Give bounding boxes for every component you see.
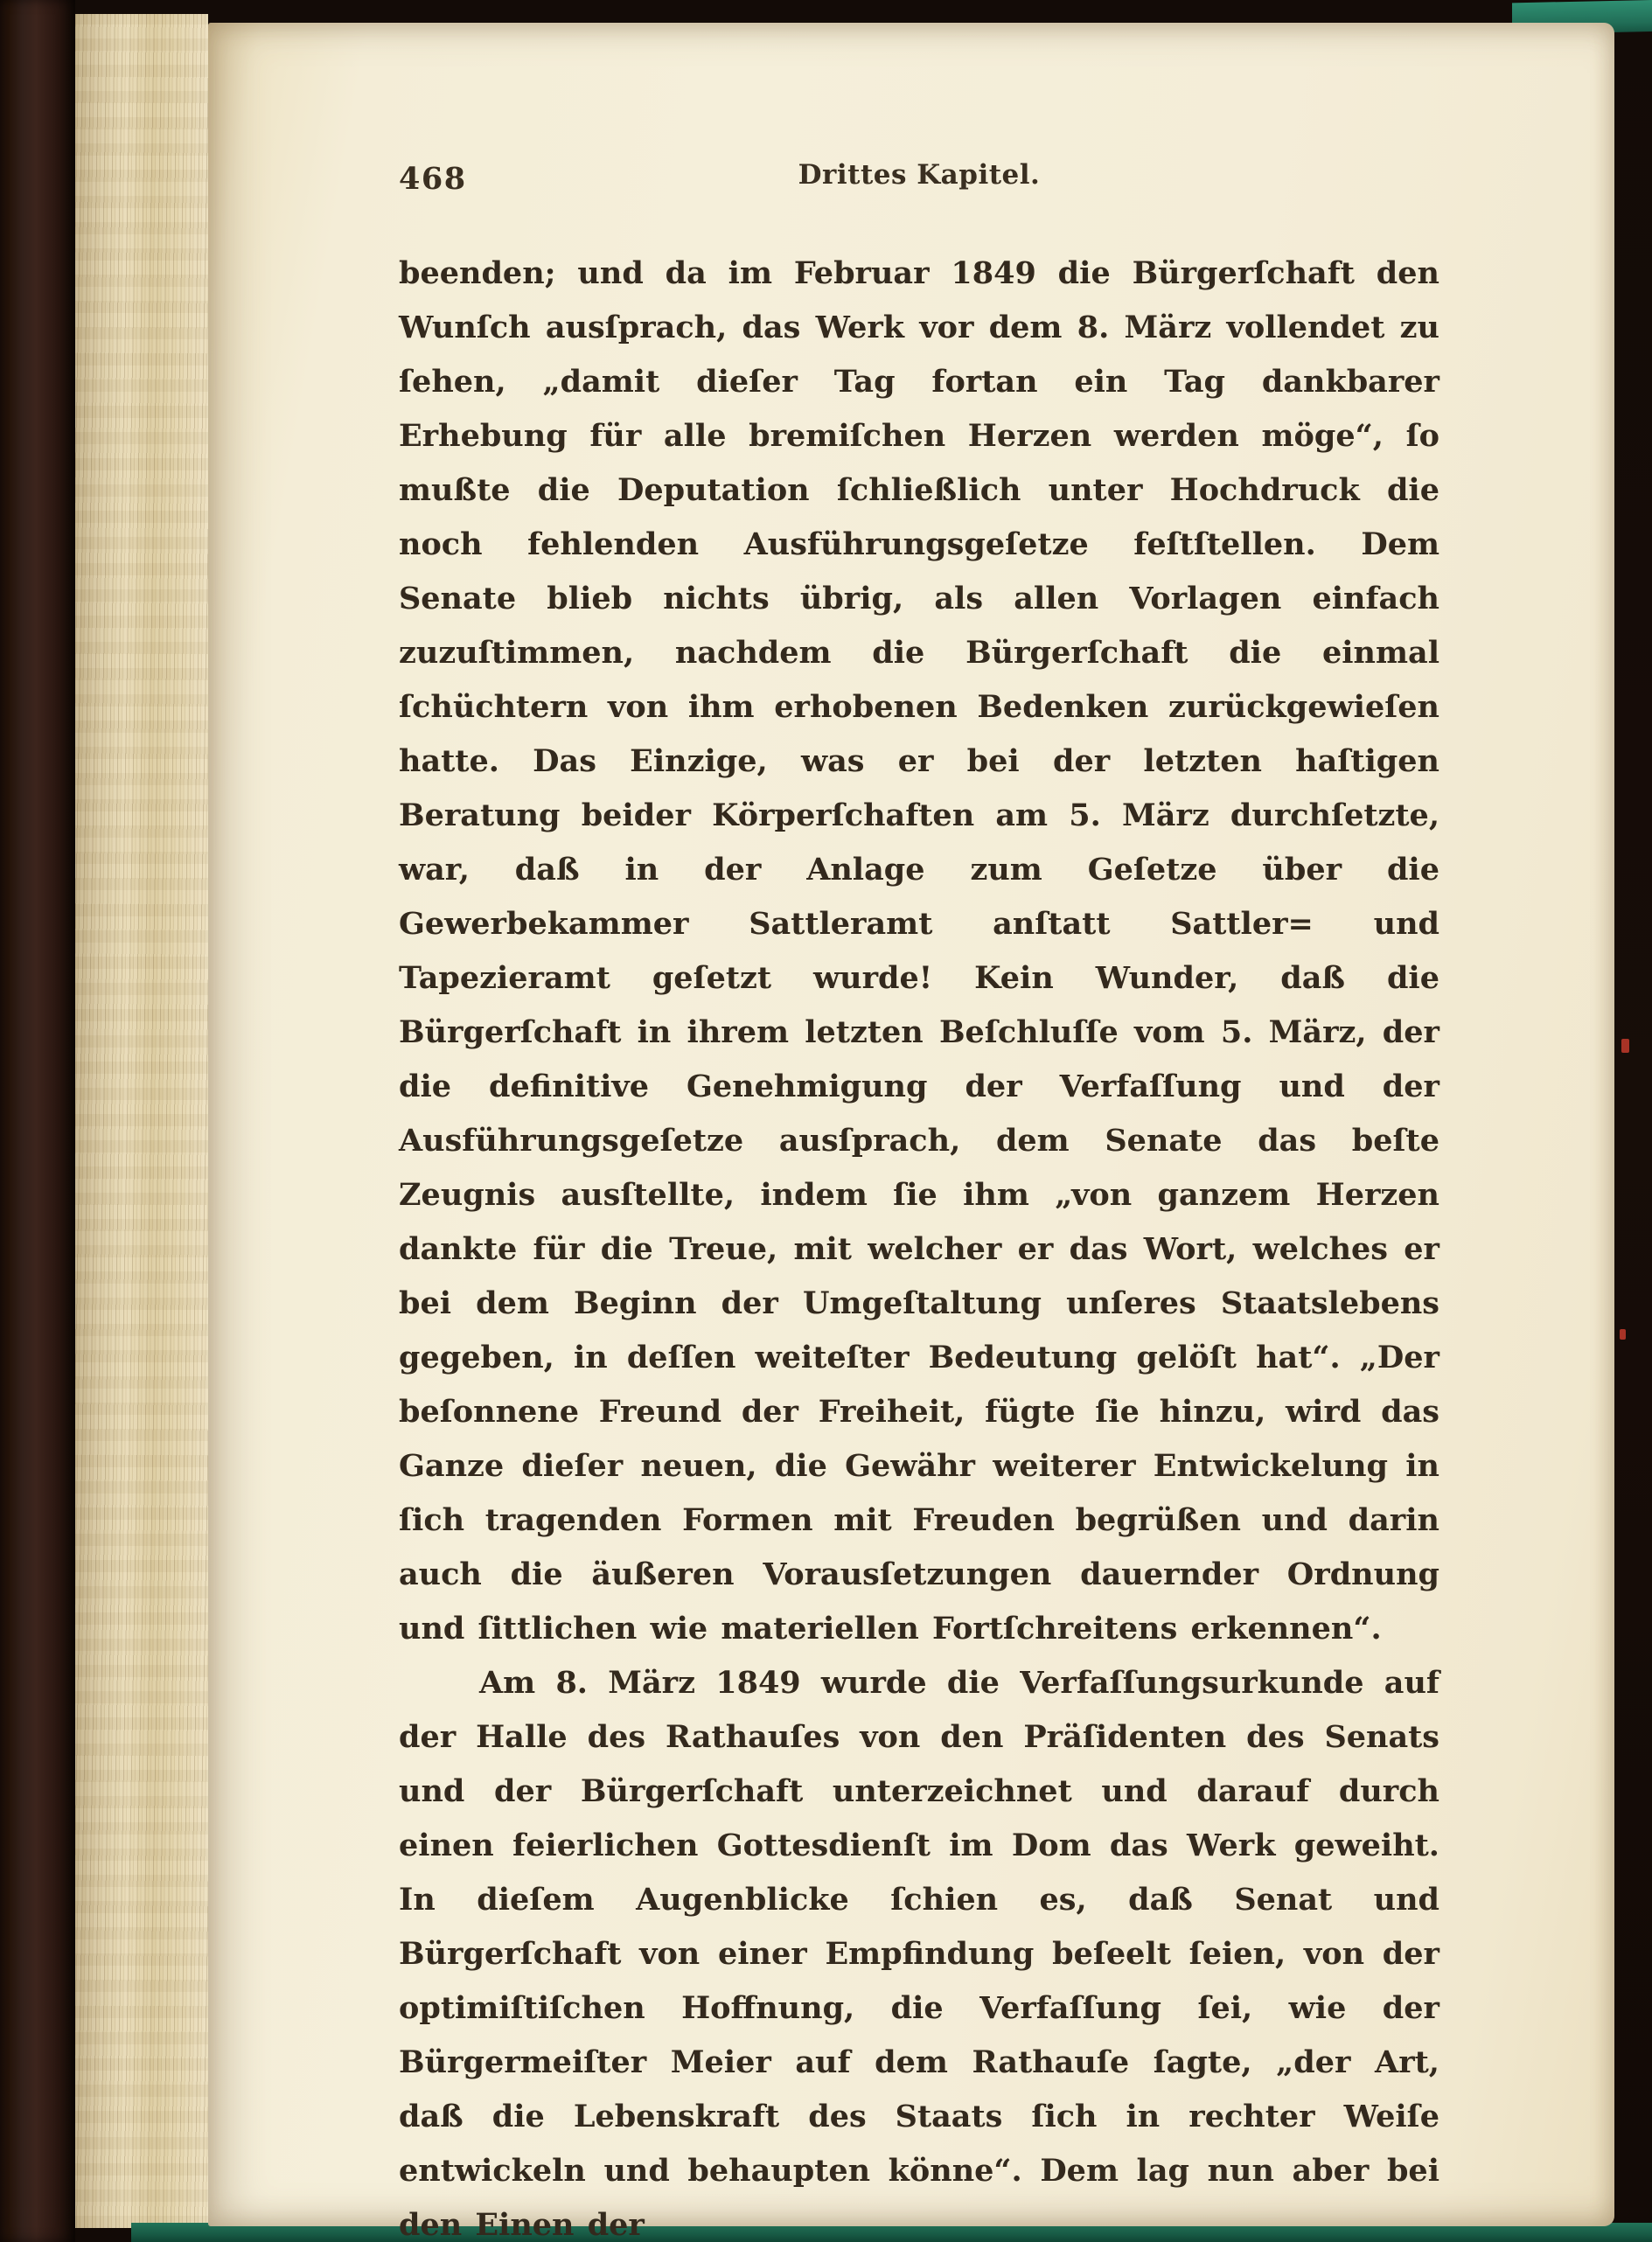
red-edge-mark (1620, 1329, 1626, 1340)
page-fore-edges (75, 14, 208, 2228)
page-header (399, 159, 1439, 205)
paragraph: beenden; und da im Februar 1849 die Bürgerſchaft den Wunſch ausſprach, das Werk vor dem 8. März vollendet zu ſehen, „damit dieſer Tag fortan ein Tag dankbarer Erhebung für alle bremiſchen Herzen werden möge“, ſo mußte die Deputation ſchließlich unter Hochdruck die noch fehlenden Ausführungsgeſetze feſtſtellen. Dem Senate blieb nichts übrig, als allen Vorlagen einfach zuzuſtimmen, nachdem die Bürgerſchaft die einmal ſchüchtern von ihm erhobenen Bedenken zurückgewieſen hatte. Das Einzige, was er bei der letzten haſtigen Beratung beider Körperſchaften am 5. März durchſetzte, war, daß in der Anlage zum Geſetze über die Gewerbekammer Sattleramt anſtatt Sattler= und Tapezieramt geſetzt wurde! Kein Wunder, daß die Bürgerſchaft in ihrem letzten Beſchluſſe vom 5. März, der die definitive Genehmigung der Verfaſſung und der Ausführungsgeſetze ausſprach, dem Senate das beſte Zeugnis ausſtellte, indem ſie ihm „von ganzem Herzen dankte für die Treue, mit welcher er das Wort, welches er bei dem Beginn der Umgeſtaltung unſeres Staatslebens gegeben, in deſſen weiteſter Bedeutung gelöſt hat“. „Der beſonnene Freund der Freiheit, fügte ſie hinzu, wird das Ganze dieſer neuen, die Gewähr weiterer Entwickelung in ſich tragenden Formen mit Freuden begrüßen und darin auch die äußeren Vorausſetzungen dauernder Ordnung und ſittlichen wie materiellen Fortſchreitens erkennen“. (399, 255, 1439, 1647)
red-edge-mark (1621, 1039, 1629, 1053)
book-page (208, 23, 1614, 2242)
chapter-title: Drittes Kapitel. (798, 159, 1041, 191)
page-body (399, 247, 1439, 2242)
page-number: 468 (399, 161, 467, 197)
book-cover-spine (0, 0, 75, 2242)
paragraph: Am 8. März 1849 wurde die Verfaſſungsurkunde auf der Halle des Rathauſes von den Präſidenten des Senats und der Bürgerſchaft unterzeichnet und darauf durch einen feierlichen Gottesdienſt im Dom das Werk geweiht. In dieſem Augenblicke ſchien es, daß Senat und Bürgerſchaft von einer Empfindung beſeelt ſeien, von der optimiſtiſchen Hoffnung, die Verfaſſung ſei, wie der Bürgermeiſter Meier auf dem Rathauſe ſagte, „der Art, daß die Lebenskraft des Staats ſich in rechter Weiſe entwickeln und behaupten könne“. Dem lag nun aber bei den Einen der (399, 1665, 1439, 2242)
